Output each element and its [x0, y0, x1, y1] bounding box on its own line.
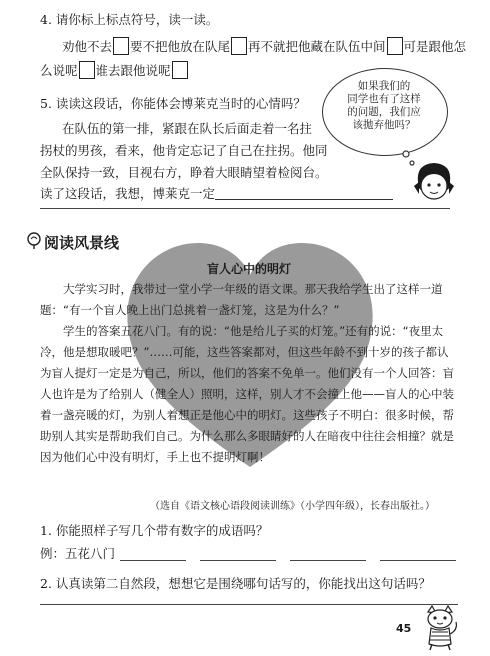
- punctuation-box[interactable]: [79, 61, 95, 79]
- story-paragraph: 大学实习时，我带过一堂小学一年级的语文课。那天我给学生出了这样一道题：“有一个盲人晚上出门总挑着一盏灯笼，这是为什么？”: [40, 282, 443, 317]
- answer-line[interactable]: [40, 604, 458, 605]
- tree-icon: [26, 232, 42, 250]
- punctuation-box[interactable]: [113, 37, 129, 55]
- question-4-line-2: [40, 61, 189, 79]
- q1-example: 例：五花八门: [40, 546, 116, 561]
- answer-blank[interactable]: [290, 560, 366, 561]
- question-5-title: 5. 读读这段话，你能体会博莱克当时的心情吗？: [40, 96, 306, 111]
- punctuation-box[interactable]: [172, 61, 188, 79]
- q4-text-segment: 要不把他放在队尾: [130, 39, 231, 54]
- q4-text-segment: 么说呢: [40, 63, 78, 78]
- story-body: [40, 279, 458, 468]
- q4-text-segment: 谁去跟他说呢: [95, 63, 171, 78]
- answer-line[interactable]: [40, 208, 450, 209]
- section-title: 阅读风景线: [44, 234, 120, 252]
- question-1-title: 1. 你能照样子写几个带有数字的成语吗？: [40, 523, 269, 538]
- q4-text-segment: 再不就把他藏在队伍中间: [248, 39, 386, 54]
- page-number: 45: [396, 622, 412, 635]
- question-4-title: 4. 请你标上标点符号，读一读。: [40, 12, 219, 27]
- question-4-line-1: [62, 37, 466, 55]
- bubble-text: [340, 80, 428, 132]
- story-source: （选自《语文核心语段阅读训练》（小学四年级），长春出版社。）: [150, 501, 435, 512]
- q1-example-line: [40, 546, 115, 562]
- q4-text-segment: 可是跟他怎: [403, 39, 467, 54]
- bubble-line: 该拋弃他吗？: [352, 119, 416, 131]
- bubble-line: 同学也有了这样: [347, 93, 421, 105]
- punctuation-box[interactable]: [231, 37, 247, 55]
- cat-mascot-icon: [420, 604, 460, 652]
- bubble-line: 的问题，我们应: [347, 106, 421, 118]
- q4-text-segment: 劝他不去: [62, 39, 113, 54]
- question-2-title: 2. 认真读第二自然段，想想它是围绕哪句话写的，你能找出这句话吗？: [40, 576, 431, 591]
- bubble-line: 如果我们的: [357, 80, 411, 92]
- q5-passage-line: 拐杖的男孩，看来，他肯定忘记了自己在拄拐。他同: [40, 143, 328, 158]
- answer-blank[interactable]: [200, 560, 276, 561]
- answer-blank[interactable]: [380, 560, 456, 561]
- q5-answer-prompt: 读了这段话，我想，博莱克一定: [40, 186, 216, 201]
- story-title: 盲人心中的明灯: [206, 262, 291, 276]
- q5-passage-line: 在队伍的第一排，紧跟在队长后面走着一名拄: [62, 121, 313, 136]
- answer-blank[interactable]: [215, 187, 393, 200]
- story-paragraph: 学生的答案五花八门。有的说：“他是给儿子买的灯笼。”还有的说：“夜里太冷，他是想取暖吧？”……可能，这些答案都对，但这些年龄不到十岁的孩子都认为盲人提灯一定是为自己，所以，他们的答案不免单一。他们没有一个人回答：盲人也许是为了给别人（健全人）照明，这样，别人才不会撞上他——盲人的心中装着一盏亮暖的灯，为别人着想正是他心中的明灯。这些孩子不明白：很多时候，帮助别人其实是帮助我们自己。为什么那么多眼睛好的人在暗夜中往往会相撞？就是因为他们心中没有明灯，手上也不提明灯啊！: [40, 324, 454, 464]
- girl-illustration: [412, 160, 456, 208]
- q5-passage-line: 全队保持一致，目视右方，睁着大眼睛望着检阅台。: [40, 165, 328, 180]
- q5-answer-line: [40, 186, 393, 202]
- answer-blank[interactable]: [120, 560, 186, 561]
- punctuation-box[interactable]: [387, 37, 403, 55]
